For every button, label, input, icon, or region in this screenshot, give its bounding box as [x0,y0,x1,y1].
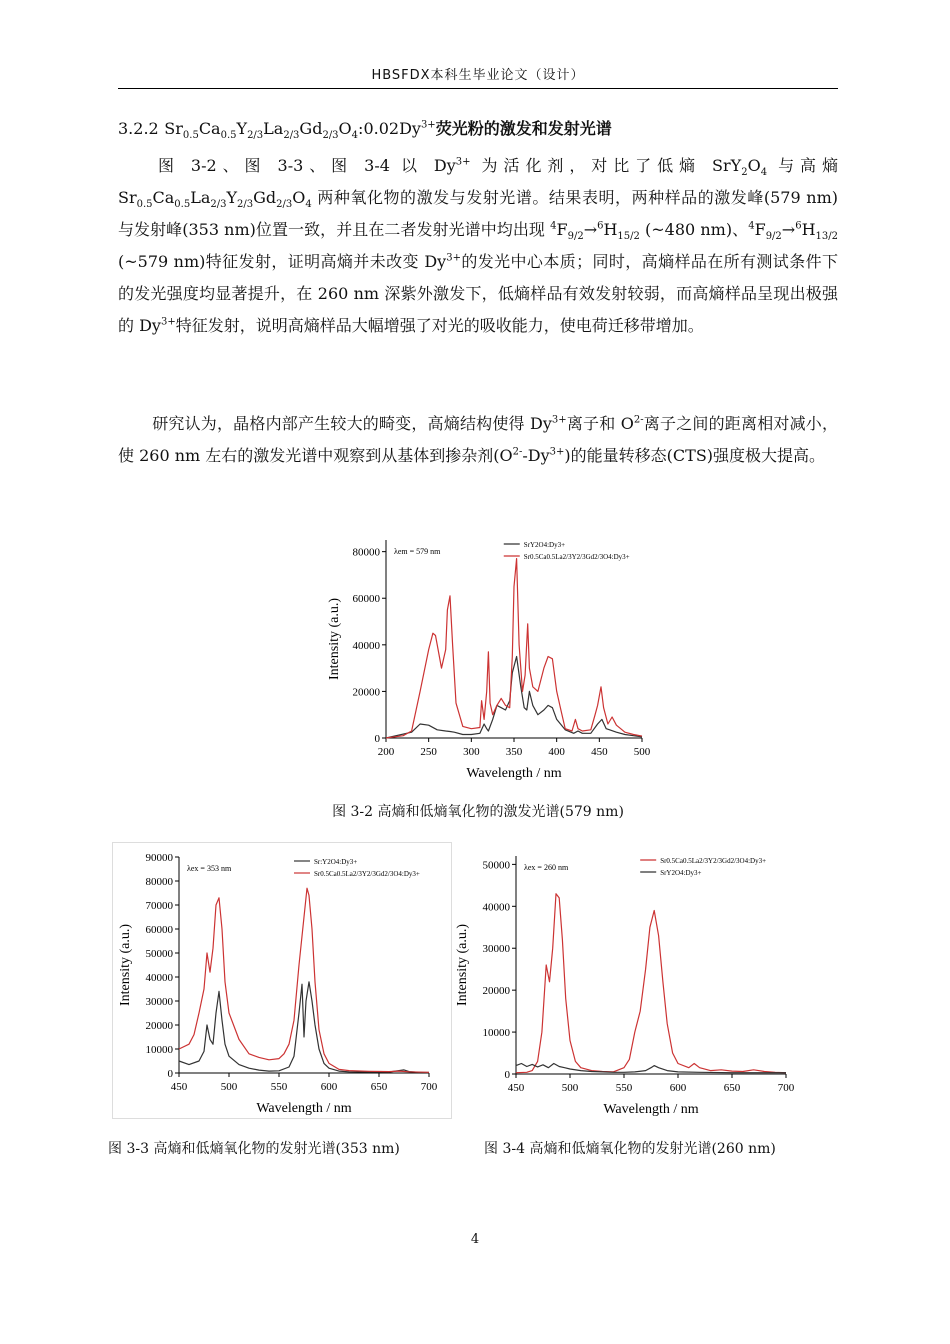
paragraph-2 [118,408,838,472]
chart-body [455,856,795,1117]
x-tick-label: 700 [420,1081,438,1093]
x-tick-label: 550 [270,1081,288,1093]
y-tick-label: 20000 [145,1020,173,1032]
x-tick-label: 450 [591,746,608,758]
figure-3-4 [450,842,798,1117]
series-line-2 [179,888,429,1072]
x-axis-label: Wavelength / nm [603,1102,699,1117]
series-line-1 [179,982,429,1073]
x-tick-label: 600 [320,1081,338,1093]
legend-label: SrY2O4:Dy3+ [660,869,702,877]
x-axis-label: Wavelength / nm [256,1101,352,1116]
y-tick-label: 80000 [145,876,173,888]
figure-3-3-caption: 图 3-3 高熵和低熵氧化物的发射光谱(353 nm) [108,1141,400,1157]
page-number: 4 [470,1232,480,1247]
y-axis-label: Intensity (a.u.) [455,923,470,1007]
y-axis-label: Intensity (a.u.) [327,597,342,681]
y-tick-label: 60000 [145,924,173,936]
y-tick-label: 80000 [352,546,380,559]
y-tick-label: 50000 [145,948,173,960]
page-header: HBSFDX本科生毕业论文（设计） [371,68,585,83]
x-tick-label: 500 [220,1081,238,1093]
y-tick-label: 60000 [352,593,380,606]
chart-annotation: λex = 353 nm [187,864,232,873]
series-line-1 [516,894,786,1073]
legend-label: SrY2O4:Dy3+ [523,541,566,549]
y-tick-label: 0 [167,1068,173,1080]
emission-spectrum-353-chart [113,843,451,1118]
chart-body [327,540,651,781]
section-number: 3.2.2 [118,119,159,138]
x-tick-label: 500 [561,1082,579,1094]
header-rule [118,88,838,89]
x-tick-label: 600 [669,1082,687,1094]
figure-3-2 [320,530,655,785]
y-tick-label: 50000 [482,859,510,872]
x-tick-label: 450 [507,1082,525,1094]
x-tick-label: 400 [548,746,565,758]
y-tick-label: 0 [504,1069,510,1081]
y-tick-label: 20000 [482,985,510,998]
figure-3-3 [112,842,452,1119]
chart-annotation: λem = 579 nm [394,547,441,556]
y-tick-label: 70000 [145,900,173,912]
y-tick-label: 10000 [145,1044,173,1056]
x-tick-label: 500 [633,746,651,758]
x-tick-label: 300 [463,746,480,758]
x-tick-label: 250 [420,746,437,758]
x-tick-label: 200 [377,746,395,758]
chart-annotation: λex = 260 nm [524,863,569,872]
y-tick-label: 40000 [145,972,173,984]
legend-label: Sr0.5Ca0.5La2/3Y2/3Gd2/3O4:Dy3+ [660,857,767,865]
series-line-2 [386,559,642,738]
y-tick-label: 30000 [482,943,510,956]
x-axis-label: Wavelength / nm [466,766,562,781]
figure-3-4-caption: 图 3-4 高熵和低熵氧化物的发射光谱(260 nm) [484,1141,776,1157]
section-title-text: 荧光粉的激发和发射光谱 [435,119,612,138]
x-tick-label: 550 [615,1082,633,1094]
y-tick-label: 40000 [352,639,380,652]
x-tick-label: 650 [370,1081,388,1093]
y-tick-label: 0 [374,733,380,745]
excitation-spectrum-chart [320,530,655,785]
y-tick-label: 40000 [482,901,510,914]
y-tick-label: 90000 [145,852,173,864]
y-axis-label: Intensity (a.u.) [118,923,133,1007]
legend-label: Sr0.5Ca0.5La2/3Y2/3Gd2/3O4:Dy3+ [523,553,630,561]
y-tick-label: 30000 [145,996,173,1008]
y-tick-label: 10000 [482,1027,510,1040]
chart-body [118,852,438,1116]
paragraph-1-text: 图 3-2、图 3-3、图 3-4 以 $Dy^{3+}$ 为活化剂，对比了低熵 $SrY_2O_4$ 与高熵 $Sr_{0.5}Ca_{0.5}La_{2/3}Y_{2/3}Gd_{2/3}O_4$ 两种氧化物的激发与发射光谱。结果表明，两种样品的激发峰(579 nm)与发射峰(353 nm)位置一致，并且在二者发射光谱中均出现 $^4F_{9/2}\to^6H_{15/2}$ (~480 nm)、$^4F_{9/2}\to^6H_{13/2}$ (~579 nm)特征发射，证明高熵并未改变 $Dy^{3+}$的发光中心本质；同时，高熵样品在所有测试条件下的发光强度均显著提升，在 260 nm 深紫外激发下，低熵样品有效发射较弱，而高熵样品呈现出极强的 $Dy^{3+}$特征发射，说明高熵样品大幅增强了对光的吸收能力，使电荷迁移带增加。 [118,156,838,335]
legend-label: Sr:Y2O4:Dy3+ [314,858,358,866]
section-title [118,116,612,142]
x-tick-label: 450 [170,1081,188,1093]
x-tick-label: 650 [723,1082,741,1094]
x-tick-label: 350 [505,746,523,758]
section-formula: $Sr_{0.5}Ca_{0.5}Y_{2/3}La_{2/3}Gd_{2/3}O_4:0.02Dy^{3+}$ [164,119,436,142]
legend-label: Sr0.5Ca0.5La2/3Y2/3Gd2/3O4:Dy3+ [314,870,420,878]
x-tick-label: 700 [777,1082,795,1094]
y-tick-label: 20000 [352,686,380,699]
paragraph-2-text: 研究认为，晶格内部产生较大的畸变，高熵结构使得 $Dy^{3+}$离子和 $O^{2-}$离子之间的距离相对减小，使 260 nm 左右的激发光谱中观察到从基体到掺杂剂$(O^{2-}-Dy^{3+})$的能量转移态(CTS)强度极大提高。 [118,414,838,465]
paragraph-1 [118,150,838,342]
emission-spectrum-260-chart [450,842,798,1117]
figure-3-2-caption: 图 3-2 高熵和低熵氧化物的激发光谱(579 nm) [332,804,624,820]
